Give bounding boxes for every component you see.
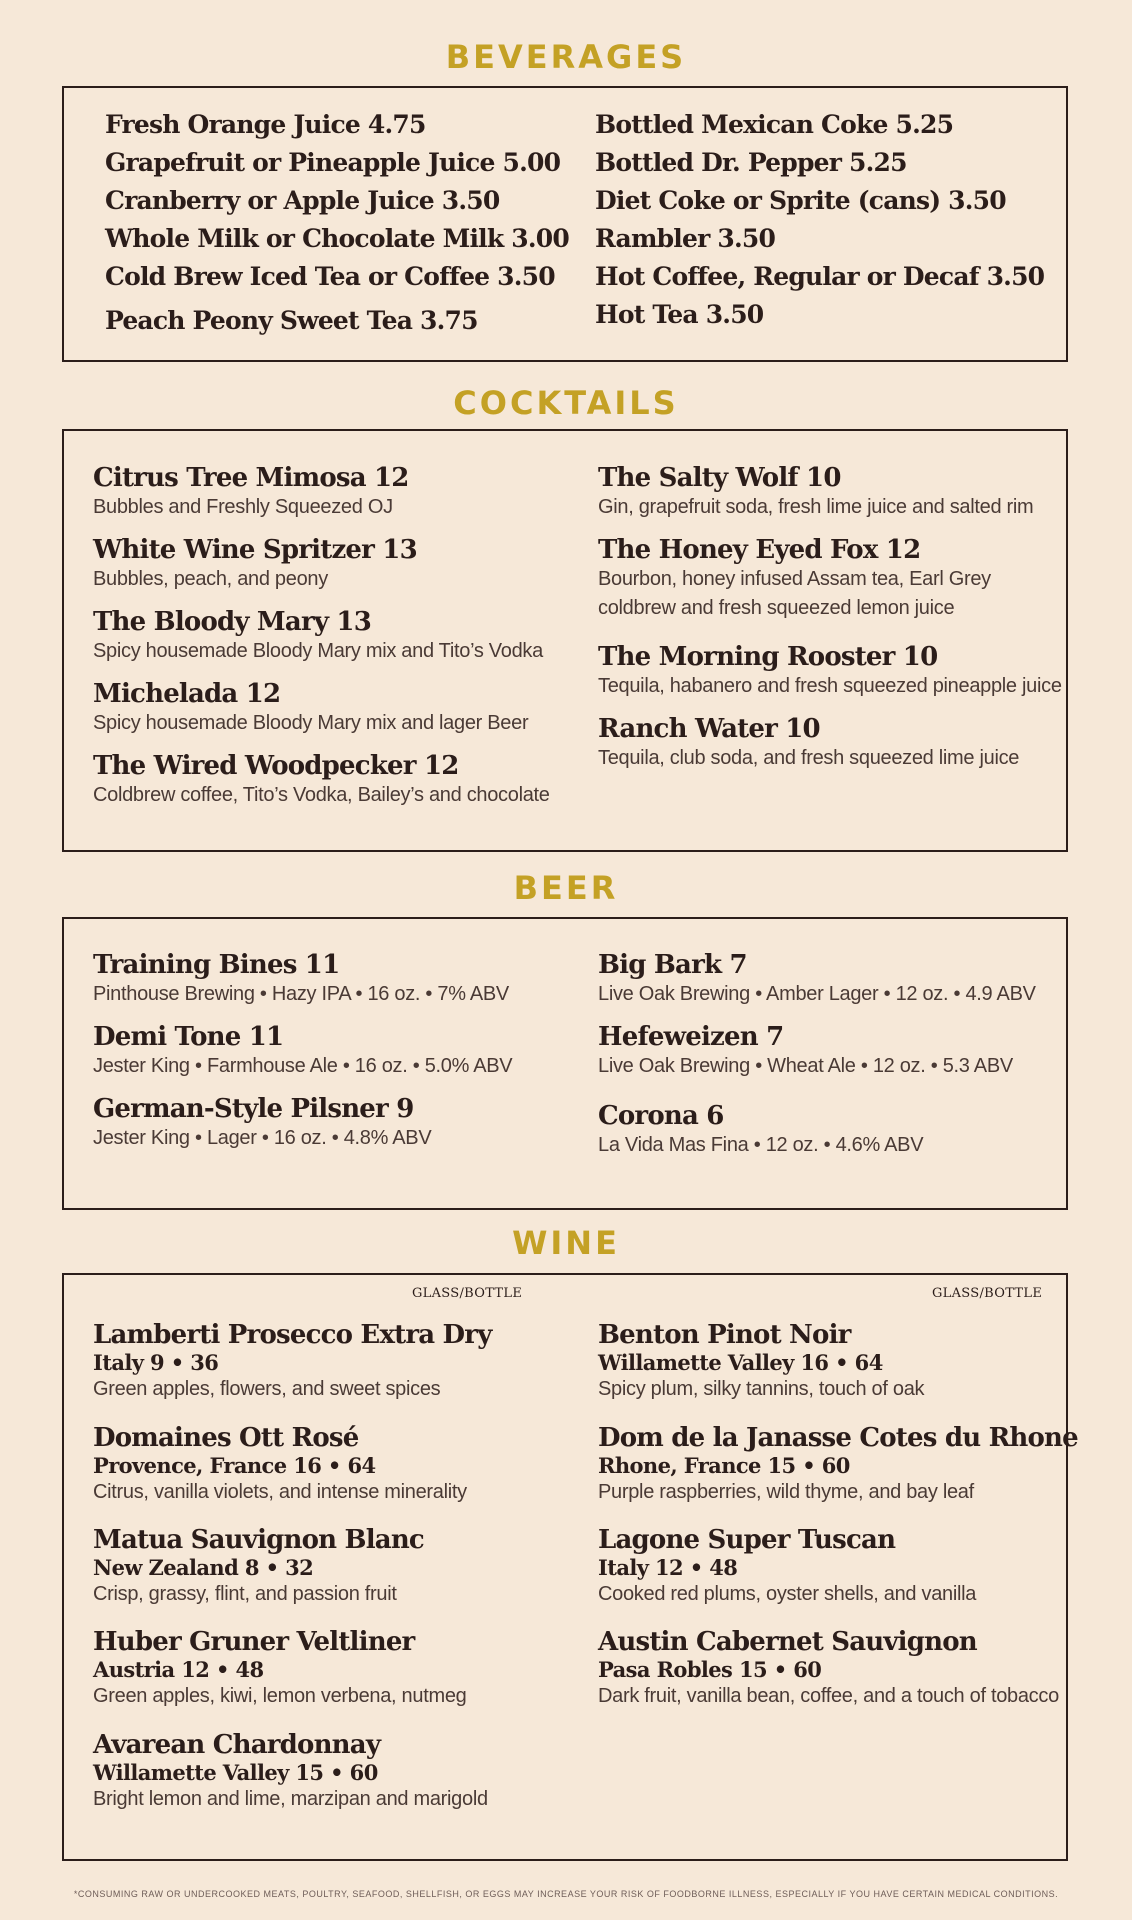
beverage-item: Cranberry or Apple Juice 3.50	[105, 186, 500, 215]
beverages-title: BEVERAGES	[445, 38, 687, 76]
wine-name: Huber Gruner Veltliner	[93, 1627, 415, 1657]
cocktail-desc: Tequila, habanero and fresh squeezed pineapple juice	[598, 675, 1062, 697]
wine-name: Lagone Super Tuscan	[598, 1525, 896, 1555]
beer-name: Training Bines 11	[93, 950, 340, 980]
cocktail-desc: coldbrew and fresh squeezed lemon juice	[598, 597, 955, 619]
cocktail-name: The Salty Wolf 10	[598, 463, 841, 493]
wine-region-price: Rhone, France 15 • 60	[598, 1453, 850, 1478]
beer-item	[93, 1094, 431, 1153]
beer-desc: Live Oak Brewing • Amber Lager • 12 oz. • 4.9 ABV	[598, 983, 1036, 1005]
beverage-item: Hot Coffee, Regular or Decaf 3.50	[595, 262, 1045, 291]
cocktails-title: COCKTAILS	[453, 384, 679, 422]
cocktail-desc: Bourbon, honey infused Assam tea, Earl Grey	[598, 568, 991, 590]
beverages-box	[62, 86, 1068, 362]
beverage-item: Diet Coke or Sprite (cans) 3.50	[595, 186, 1006, 215]
cocktail-desc: Spicy housemade Bloody Mary mix and Tito’s Vodka	[93, 640, 543, 662]
cocktail-desc: Bubbles and Freshly Squeezed OJ	[93, 496, 393, 518]
wine-item	[93, 1627, 466, 1711]
beverage-item: Bottled Dr. Pepper 5.25	[595, 148, 907, 177]
wine-desc: Crisp, grassy, flint, and passion fruit	[93, 1583, 397, 1605]
wine-desc: Cooked red plums, oyster shells, and vanilla	[598, 1583, 977, 1605]
wine-item	[598, 1320, 924, 1404]
wine-item	[93, 1525, 424, 1609]
beer-desc: Jester King • Lager • 16 oz. • 4.8% ABV	[93, 1127, 432, 1149]
wine-name: Avarean Chardonnay	[93, 1730, 381, 1760]
wine-desc: Green apples, kiwi, lemon verbena, nutmeg	[93, 1685, 467, 1707]
wine-region-price: Austria 12 • 48	[93, 1657, 264, 1682]
beer-item	[598, 950, 1036, 1009]
cocktail-name: Citrus Tree Mimosa 12	[93, 463, 409, 493]
beverage-item: Whole Milk or Chocolate Milk 3.00	[105, 224, 569, 253]
wine-item	[93, 1320, 492, 1404]
wine-name: Lamberti Prosecco Extra Dry	[93, 1320, 492, 1350]
beer-item	[93, 1022, 512, 1081]
wine-desc: Purple raspberries, wild thyme, and bay leaf	[598, 1481, 974, 1503]
beer-name: Hefeweizen 7	[598, 1022, 784, 1052]
beer-title: BEER	[513, 869, 619, 907]
cocktail-name: The Morning Rooster 10	[598, 642, 938, 672]
cocktail-item	[93, 751, 550, 810]
cocktail-desc: Spicy housemade Bloody Mary mix and lager Beer	[93, 712, 529, 734]
beer-box	[62, 917, 1068, 1210]
wine-item	[93, 1730, 488, 1814]
wine-item	[598, 1423, 1078, 1507]
cocktail-item	[93, 535, 417, 594]
wine-name: Dom de la Janasse Cotes du Rhone	[598, 1423, 1078, 1453]
wine-desc: Citrus, vanilla violets, and intense minerality	[93, 1481, 467, 1503]
cocktails-box	[62, 429, 1068, 852]
wine-region-price: Provence, France 16 • 64	[93, 1453, 376, 1478]
beverage-item: Bottled Mexican Coke 5.25	[595, 110, 954, 139]
wine-item	[93, 1423, 467, 1507]
food-safety-footnote: *CONSUMING RAW OR UNDERCOOKED MEATS, POULTRY, SEAFOOD, SHELLFISH, OR EGGS MAY INCREASE YOUR RISK OF FOODBORNE ILLNESS, ESPECIALLY IF YOU HAVE CERTAIN MEDICAL CONDITIONS.	[73, 1889, 1059, 1899]
beer-desc: Pinthouse Brewing • Hazy IPA • 16 oz. • 7% ABV	[93, 983, 509, 1005]
wine-title: WINE	[512, 1224, 620, 1262]
wine-region-price: Italy 12 • 48	[598, 1555, 738, 1580]
cocktail-name: White Wine Spritzer 13	[93, 535, 417, 565]
glass-bottle-label: GLASS/BOTTLE	[412, 1286, 523, 1301]
glass-bottle-label: GLASS/BOTTLE	[932, 1286, 1043, 1301]
wine-name: Austin Cabernet Sauvignon	[598, 1627, 977, 1657]
wine-box	[62, 1273, 1078, 1861]
beverage-item: Hot Tea 3.50	[595, 300, 764, 329]
cocktail-item	[598, 463, 1033, 522]
beer-name: German-Style Pilsner 9	[93, 1094, 414, 1124]
beer-item	[598, 1022, 1013, 1081]
cocktail-item	[598, 535, 991, 623]
beverage-item: Rambler 3.50	[595, 224, 776, 253]
cocktail-desc: Tequila, club soda, and fresh squeezed lime juice	[598, 747, 1020, 769]
cocktail-desc: Bubbles, peach, and peony	[93, 568, 328, 590]
cocktail-name: Ranch Water 10	[598, 714, 820, 744]
cocktail-desc: Coldbrew coffee, Tito’s Vodka, Bailey’s and chocolate	[93, 784, 550, 806]
wine-region-price: Willamette Valley 16 • 64	[598, 1350, 883, 1375]
cocktail-name: The Honey Eyed Fox 12	[598, 535, 921, 565]
cocktail-item	[598, 714, 1019, 773]
wine-region-price: Pasa Robles 15 • 60	[598, 1657, 822, 1682]
wine-desc: Green apples, flowers, and sweet spices	[93, 1378, 441, 1400]
wine-name: Matua Sauvignon Blanc	[93, 1525, 424, 1555]
wine-region-price: Italy 9 • 36	[93, 1350, 219, 1375]
beverage-item: Cold Brew Iced Tea or Coffee 3.50	[105, 262, 555, 291]
wine-region-price: Willamette Valley 15 • 60	[93, 1760, 378, 1785]
wine-region-price: New Zealand 8 • 32	[93, 1555, 314, 1580]
beer-item	[598, 1101, 923, 1160]
cocktail-item	[93, 463, 409, 522]
wine-item	[598, 1627, 1059, 1711]
wine-name: Benton Pinot Noir	[598, 1320, 851, 1350]
beverage-item: Grapefruit or Pineapple Juice 5.00	[105, 148, 561, 177]
beer-name: Corona 6	[598, 1101, 724, 1131]
beer-name: Demi Tone 11	[93, 1022, 284, 1052]
cocktail-item	[93, 607, 543, 666]
cocktail-name: The Wired Woodpecker 12	[93, 751, 459, 781]
wine-desc: Spicy plum, silky tannins, touch of oak	[598, 1378, 925, 1400]
wine-name: Domaines Ott Rosé	[93, 1423, 359, 1453]
cocktail-item	[93, 679, 528, 738]
cocktail-name: Michelada 12	[93, 679, 281, 709]
wine-item	[598, 1525, 976, 1609]
wine-desc: Dark fruit, vanilla bean, coffee, and a touch of tobacco	[598, 1685, 1059, 1707]
cocktail-item	[598, 642, 1062, 701]
wine-desc: Bright lemon and lime, marzipan and marigold	[93, 1788, 488, 1810]
beer-item	[93, 950, 509, 1009]
beverage-item: Peach Peony Sweet Tea 3.75	[105, 306, 478, 335]
beer-desc: Jester King • Farmhouse Ale • 16 oz. • 5.0% ABV	[93, 1055, 513, 1077]
beer-name: Big Bark 7	[598, 950, 747, 980]
cocktail-desc: Gin, grapefruit soda, fresh lime juice and salted rim	[598, 496, 1034, 518]
cocktail-name: The Bloody Mary 13	[93, 607, 371, 637]
beer-desc: Live Oak Brewing • Wheat Ale • 12 oz. • 5.3 ABV	[598, 1055, 1013, 1077]
beverage-item: Fresh Orange Juice 4.75	[105, 110, 426, 139]
beer-desc: La Vida Mas Fina • 12 oz. • 4.6% ABV	[598, 1134, 924, 1156]
